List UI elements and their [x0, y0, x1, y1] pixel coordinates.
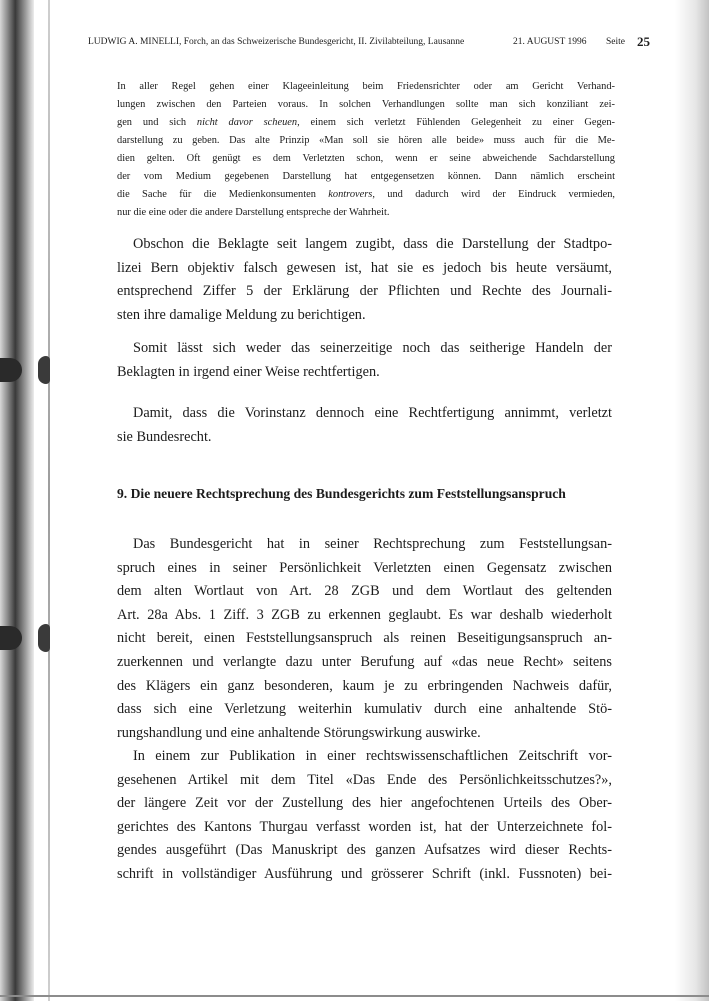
paragraph-line: dass sich eine Verletzung weiterhin kumulativ durch eine anhaltende Stö- — [117, 701, 612, 718]
paragraph-line: rungshandlung und eine anhaltende Störungswirkung auswirke. — [117, 724, 481, 741]
paragraph-line: gendes ausgeführt (Das Manuskript des ganzen Aufsatzes wird dieser Rechts- — [117, 842, 612, 859]
paragraph-line: zuerkennen und verlangte dazu unter Berufung auf «das neue Recht» seitens — [117, 653, 612, 670]
header-author: LUDWIG A. MINELLI, Forch, an das Schweizerische Bundesgericht, II. Zivilabteilung, Lausanne — [88, 37, 465, 47]
punch-hole-upper-left — [0, 358, 22, 382]
binding-shadow — [0, 0, 34, 1001]
paragraph-rechtfertigung — [117, 337, 612, 384]
paragraph-line: sten ihre damalige Meldung zu berichtigen. — [117, 306, 366, 323]
paragraph-line: Art. 28a Abs. 1 Ziff. 3 ZGB zu erkennen geglaubt. Es war deshalb wiederholt — [117, 606, 612, 623]
paragraph-line: entsprechend Ziffer 5 der Erklärung der Pflichten und Rechte des Journali- — [117, 283, 612, 300]
quote-text: die Sache für die Medienkonsumenten — [117, 189, 329, 200]
punch-hole-lower — [0, 620, 50, 656]
paragraph-line: Somit lässt sich weder das seinerzeitige noch das seitherige Handeln der — [133, 340, 612, 356]
quote-line: lungen zwischen den Parteien voraus. In solchen Verhandlungen sollte man sich konziliant zei- — [117, 99, 615, 110]
quote-emphasis: nicht davor scheuen, — [196, 117, 300, 128]
quote-line — [117, 114, 615, 132]
paragraph-line: der längere Zeit vor der Zustellung des hier angefochtenen Urteils des Ober- — [117, 795, 612, 812]
paragraph-line: nicht bereit, einen Feststellungsanspruch als reinen Beseitigungsanspruch an- — [117, 630, 612, 647]
paragraph-line: In einem zur Publikation in einer rechtswissenschaftlichen Zeitschrift vor- — [133, 748, 612, 764]
page-bottom-edge — [0, 995, 709, 997]
paragraph-bundesrecht — [117, 402, 612, 449]
quote-text: , und dadurch wird der Eindruck vermieden, — [372, 189, 615, 200]
quote-line — [117, 186, 615, 204]
paragraph-line: spruch eines in seiner Persönlichkeit Verletzten einen Gegensatz zwischen — [117, 559, 612, 576]
paragraph-line: Obschon die Beklagte seit langem zugibt, dass die Darstellung der Stadtpo- — [133, 236, 612, 252]
running-header — [88, 34, 653, 49]
paragraph-line: dem alten Wortlaut von Art. 28 ZGB und dem Wortlaut des geltenden — [117, 583, 612, 600]
paragraph-line: gesehenen Artikel mit dem Titel «Das Ende des Persönlichkeitsschutzes?», — [117, 771, 612, 788]
quote-line: der vom Medium gegebenen Darstellung hat entgegensetzen können. Dann nämlich erscheint — [117, 171, 615, 182]
paragraph-line: sie Bundesrecht. — [117, 428, 212, 445]
quote-line: In aller Regel gehen einer Klageeinleitung beim Friedensrichter oder am Gericht Verhand- — [117, 81, 615, 92]
paragraph-line: schrift in vollständiger Ausführung und grösserer Schrift (inkl. Fussnoten) bei- — [117, 865, 612, 882]
quote-text: gen und sich — [117, 117, 197, 128]
header-page-number: 25 — [637, 34, 650, 49]
quote-text: einem sich verletzt Fühlenden Gelegenheit zu einer Gegen- — [299, 117, 615, 128]
paragraph-line: Das Bundesgericht hat in seiner Rechtsprechung zum Feststellungsan- — [133, 536, 612, 552]
block-quote — [117, 78, 615, 222]
paragraph-line: Beklagten in irgend einer Weise rechtfertigen. — [117, 363, 380, 380]
quote-line: darstellung zu geben. Das alte Prinzip «Man soll sie hören alle beide» muss auch für die Me- — [117, 135, 615, 146]
header-date: 21. AUGUST 1996 — [513, 37, 587, 47]
punch-hole-upper — [0, 352, 50, 388]
section-heading: 9. Die neuere Rechtsprechung des Bundesgerichts zum Feststellungsanspruch — [117, 486, 566, 501]
quote-line: nur die eine oder die andere Darstellung entspreche der Wahrheit. — [117, 207, 390, 218]
header-page-label: Seite — [606, 37, 625, 47]
punch-hole-lower-right — [38, 624, 50, 652]
paragraph-feststellungsanspruch — [117, 533, 612, 745]
paragraph-berichtigung — [117, 233, 612, 327]
page-edge-shadow — [675, 0, 709, 1001]
paragraph-zeitschrift-artikel — [117, 745, 612, 887]
punch-hole-upper-right — [38, 356, 50, 384]
paragraph-line: lizei Bern objektiv falsch gewesen ist, hat sie es jedoch bis heute versäumt, — [117, 259, 612, 276]
paragraph-line: gerichtes des Kantons Thurgau verfasst worden ist, hat der Unterzeichnete fol- — [117, 818, 612, 835]
paragraph-line: des Klägers ein ganz besonderen, kaum je zu erbringenden Nachweis dafür, — [117, 677, 612, 694]
quote-emphasis: kontrovers — [328, 189, 373, 200]
binding-line — [48, 0, 50, 1001]
paragraph-line: Damit, dass die Vorinstanz dennoch eine Rechtfertigung annimmt, verletzt — [133, 405, 612, 421]
quote-line: dien gelten. Oft genügt es dem Verletzten schon, wenn er seine abweichende Sachdarstellung — [117, 153, 615, 164]
punch-hole-lower-left — [0, 626, 22, 650]
